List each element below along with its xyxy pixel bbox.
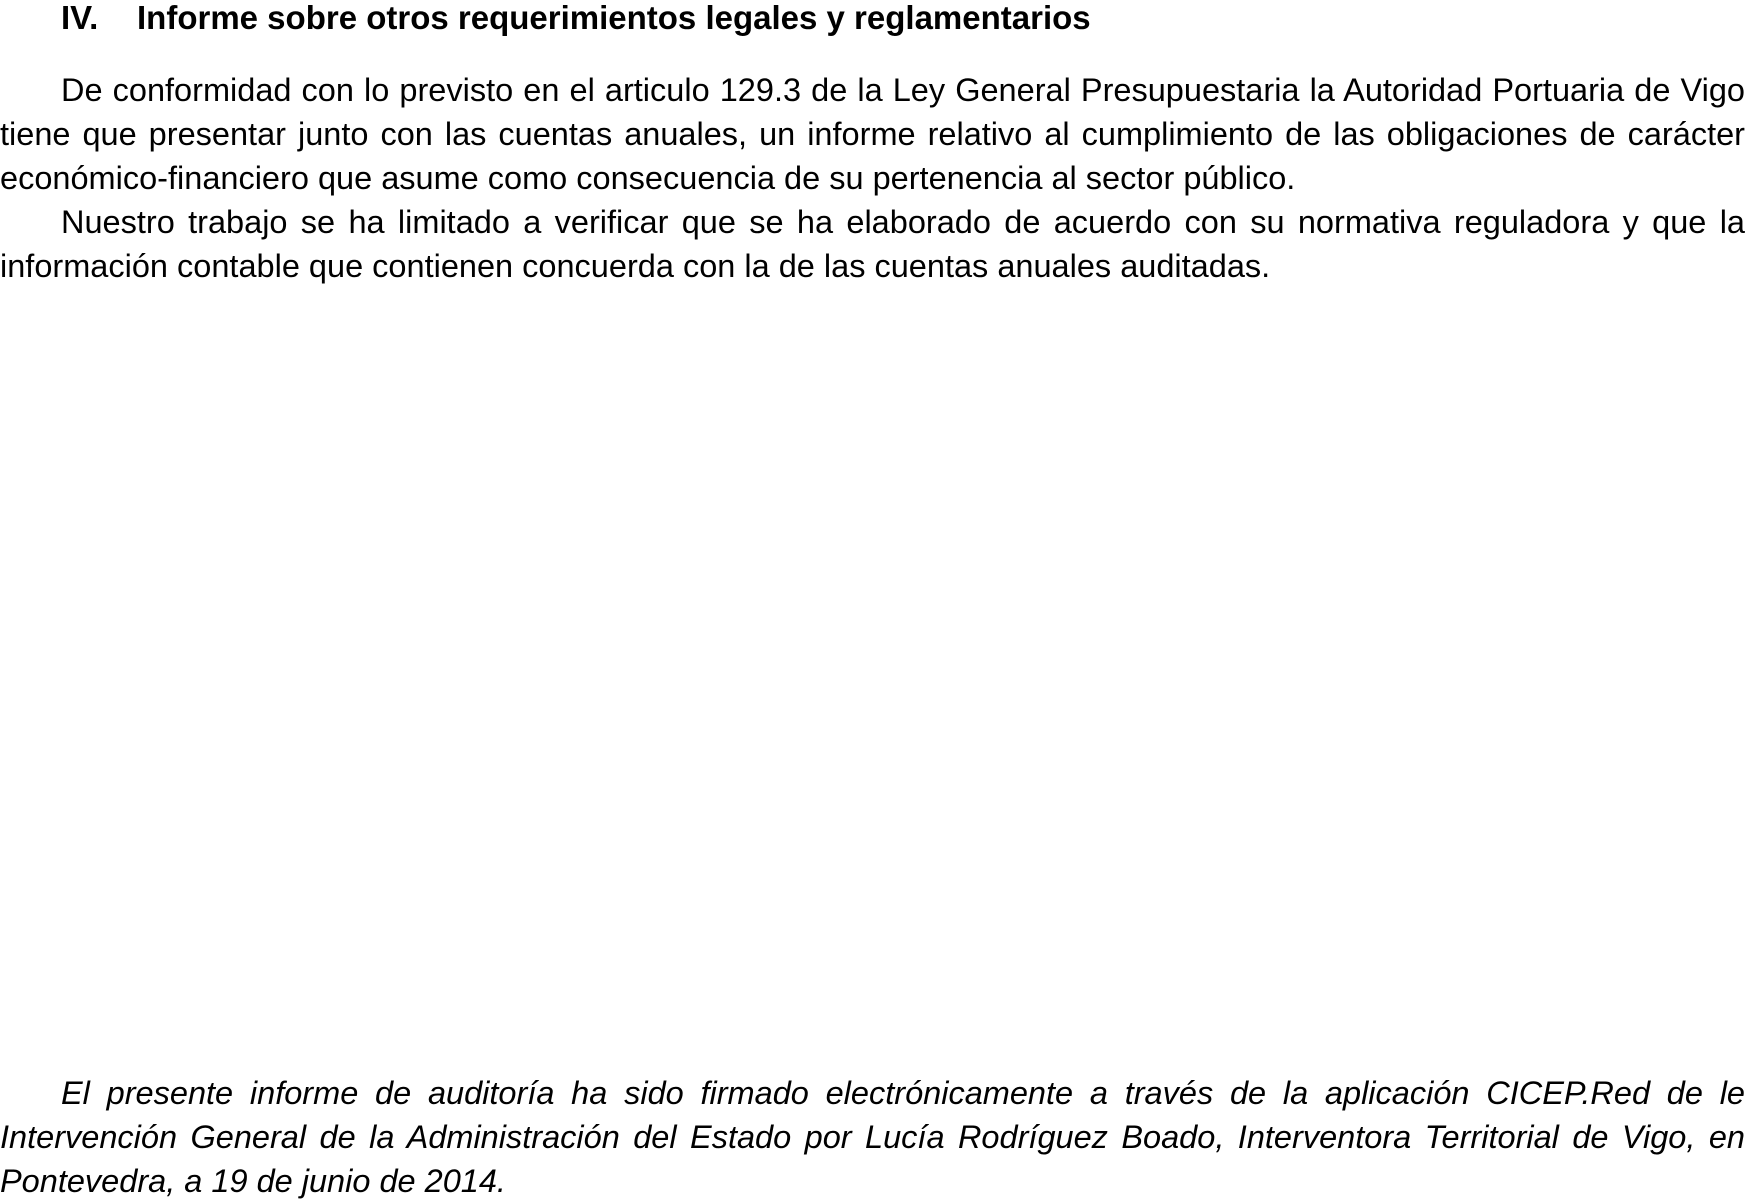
section-title: Informe sobre otros requerimientos legales y reglamentarios [137,0,1091,36]
paragraph-scope-of-work: Nuestro trabajo se ha limitado a verificar que se ha elaborado de acuerdo con su normativa reguladora y que la información contable que contienen concuerda con la de las cuentas anuales auditadas. [0,204,1745,284]
signature-note-text: El presente informe de auditoría ha sido firmado electrónicamente a través de la aplicación CICEP.Red de le Intervención General de la Administración del Estado por Lucía Rodríguez Boado, Interventora Territorial de Vigo, en Pontevedra, a 19 de junio de 2014. [0,1075,1745,1199]
body-text [0,68,1745,288]
paragraph-compliance-requirement: De conformidad con lo previsto en el articulo 129.3 de la Ley General Presupuestaria la Autoridad Portuaria de Vigo tiene que presentar junto con las cuentas anuales, un informe relativo al cumplimiento de las obligaciones de carácter económico-financiero que asume como consecuencia de su pertenencia al sector público. [0,72,1745,196]
signature-note [0,1071,1745,1203]
section-number: IV. [61,0,99,36]
section-heading [0,0,1745,38]
